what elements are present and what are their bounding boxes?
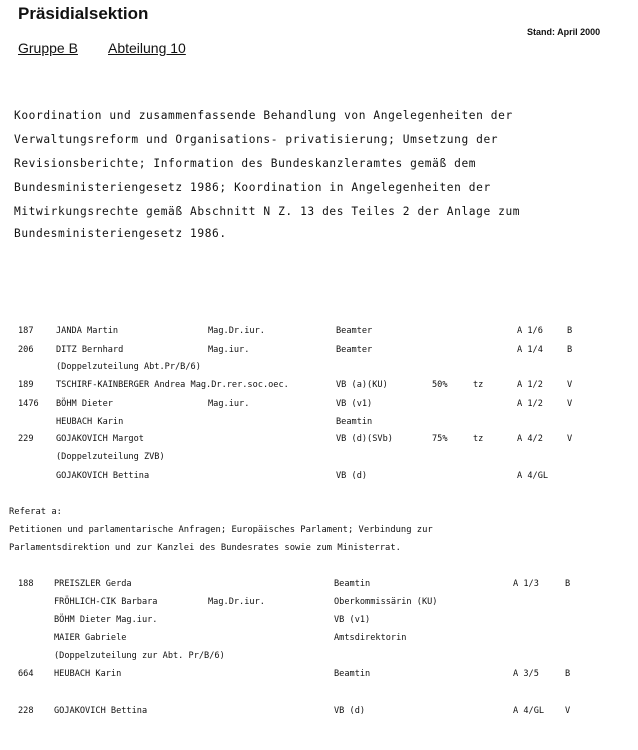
referat-line: Petitionen und parlamentarische Anfragen; Europäisches Parlament; Verbindung zur: [9, 525, 433, 535]
staff-row: [0, 633, 638, 647]
staff-row: [0, 399, 638, 413]
group-label: Gruppe B: [18, 40, 78, 56]
intro-line: Verwaltungsreform und Organisations- privatisierung; Umsetzung der: [14, 133, 499, 146]
staff-name: GOJAKOVICH Bettina: [56, 471, 150, 481]
page-title: Präsidialsektion: [18, 4, 149, 23]
intro-line: Bundesministeriengesetz 1986; Koordination in Angelegenheiten der: [14, 181, 491, 194]
intro-line: Bundesministeriengesetz 1986.: [14, 227, 227, 240]
staff-title: Mag.iur.: [208, 399, 250, 409]
intro-line: Mitwirkungsrechte gemäß Abschnitt N Z. 13 des Teiles 2 der Anlage zum: [14, 205, 521, 218]
staff-tz: tz: [473, 380, 484, 390]
staff-status: Beamtin: [336, 417, 373, 427]
staff-row: [0, 380, 638, 394]
staff-number: 187: [18, 326, 34, 336]
staff-status: Beamter: [336, 345, 373, 355]
staff-name: TSCHIRF-KAINBERGER Andrea Mag.Dr.rer.soc.oec.: [56, 380, 289, 390]
staff-tz: tz: [473, 434, 484, 444]
staff-number: 206: [18, 345, 34, 355]
stand-date: Stand: April 2000: [527, 27, 601, 37]
staff-name: GOJAKOVICH Margot: [56, 434, 144, 444]
staff-status: Beamter: [336, 326, 373, 336]
referat-line: Parlamentsdirektion und zur Kanzlei des Bundesrates sowie zum Ministerrat.: [9, 543, 401, 553]
staff-name: FRÖHLICH-CIK Barbara: [54, 597, 158, 607]
staff-note: (Doppelzuteilung zur Abt. Pr/B/6): [54, 651, 225, 661]
staff-grade: A 1/4: [517, 345, 543, 355]
staff-status: Oberkommissärin (KU): [334, 597, 438, 607]
staff-note: (Doppelzuteilung Abt.Pr/B/6): [56, 362, 201, 372]
intro-line: Revisionsberichte; Information des Bundeskanzleramtes gemäß dem: [14, 157, 477, 170]
staff-row: [0, 651, 638, 665]
staff-title: Mag.Dr.iur.: [208, 597, 265, 607]
staff-category: V: [567, 434, 573, 444]
staff-name: BÖHM Dieter Mag.iur.: [54, 615, 158, 625]
staff-percent: 75%: [432, 434, 448, 444]
staff-row: [0, 669, 638, 683]
staff-number: 189: [18, 380, 34, 390]
staff-grade: A 1/6: [517, 326, 543, 336]
staff-grade: A 3/5: [513, 669, 539, 679]
staff-grade: A 1/3: [513, 579, 539, 589]
staff-name: DITZ Bernhard: [56, 345, 124, 355]
staff-row: [0, 434, 638, 448]
staff-name: HEUBACH Karin: [56, 417, 124, 427]
staff-grade: A 4/2: [517, 434, 543, 444]
staff-number: 229: [18, 434, 34, 444]
staff-status: VB (d): [336, 471, 368, 481]
staff-category: V: [567, 380, 573, 390]
staff-category: B: [565, 669, 571, 679]
staff-row: [0, 345, 638, 359]
staff-grade: A 4/GL: [513, 706, 545, 716]
staff-name: GOJAKOVICH Bettina: [54, 706, 148, 716]
staff-status: VB (a)(KU): [336, 380, 388, 390]
staff-number: 228: [18, 706, 34, 716]
staff-name: BÖHM Dieter: [56, 399, 113, 409]
staff-status: VB (v1): [334, 615, 371, 625]
staff-grade: A 1/2: [517, 399, 543, 409]
staff-name: PREISZLER Gerda: [54, 579, 132, 589]
staff-status: VB (d)(SVb): [336, 434, 393, 444]
staff-row: [0, 326, 638, 340]
staff-status: Amtsdirektorin: [334, 633, 407, 643]
staff-category: B: [567, 326, 573, 336]
staff-grade: A 1/2: [517, 380, 543, 390]
referat-heading: Referat a:: [9, 507, 62, 517]
staff-row: [0, 471, 638, 485]
staff-name: HEUBACH Karin: [54, 669, 122, 679]
staff-status: VB (v1): [336, 399, 373, 409]
staff-category: V: [565, 706, 571, 716]
department-label: Abteilung 10: [108, 40, 186, 56]
staff-status: Beamtin: [334, 669, 371, 679]
staff-number: 188: [18, 579, 34, 589]
staff-row: [0, 706, 638, 720]
staff-status: Beamtin: [334, 579, 371, 589]
staff-number: 664: [18, 669, 34, 679]
staff-category: B: [567, 345, 573, 355]
staff-percent: 50%: [432, 380, 448, 390]
staff-category: V: [567, 399, 573, 409]
staff-title: Mag.iur.: [208, 345, 250, 355]
staff-title: Mag.Dr.iur.: [208, 326, 265, 336]
staff-grade: A 4/GL: [517, 471, 549, 481]
staff-row: [0, 452, 638, 466]
staff-row: [0, 615, 638, 629]
intro-line: Koordination und zusammenfassende Behandlung von Angelegenheiten der: [14, 109, 513, 122]
staff-category: B: [565, 579, 571, 589]
staff-row: [0, 597, 638, 611]
staff-number: 1476: [18, 399, 39, 409]
staff-row: [0, 417, 638, 431]
staff-name: JANDA Martin: [56, 326, 119, 336]
staff-note: (Doppelzuteilung ZVB): [56, 452, 165, 462]
staff-status: VB (d): [334, 706, 366, 716]
staff-row: [0, 579, 638, 593]
staff-name: MAIER Gabriele: [54, 633, 127, 643]
staff-row: [0, 362, 638, 376]
